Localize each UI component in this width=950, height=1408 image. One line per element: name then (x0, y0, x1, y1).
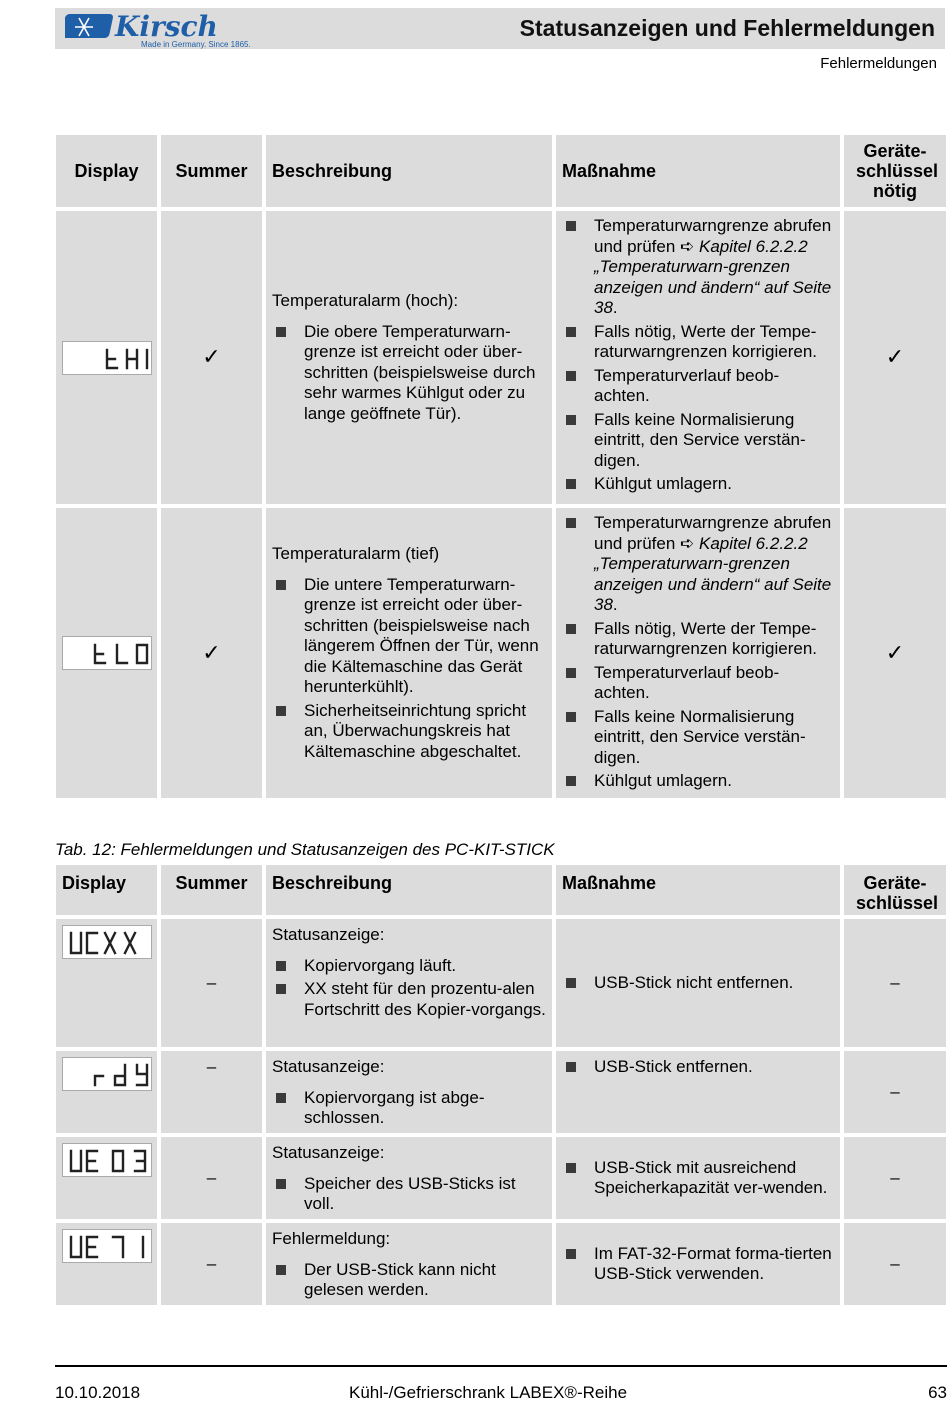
lcd-UE03-segments (63, 1144, 153, 1178)
description-cell (266, 1137, 552, 1219)
action-list (562, 1244, 834, 1285)
summer-cell: – (161, 919, 262, 1047)
table-header-row (56, 865, 946, 915)
footer-title: Kühl-/Gefrierschrank LABEX®-Reihe (349, 1383, 628, 1402)
page-number: 63 (928, 1383, 947, 1402)
list-item: Falls nötig, Werte der Tempe-raturwarngrenzen korrigieren. (562, 619, 834, 660)
table-header-row (56, 135, 946, 207)
list-item: Falls nötig, Werte der Tempe-raturwarngrenzen korrigieren. (562, 322, 834, 363)
action-cell (556, 919, 840, 1047)
lcd-tHI-segments (63, 342, 153, 376)
description-cell (266, 211, 552, 504)
footer-date: 10.10.2018 (55, 1383, 141, 1402)
lcd-display (62, 925, 152, 959)
description-intro: Statusanzeige: (272, 1143, 385, 1162)
action-list (562, 1158, 834, 1199)
key-header-text: Geräte-schlüssel (856, 873, 939, 913)
action-cell (556, 1051, 840, 1133)
table-row (56, 211, 946, 504)
lcd-display (62, 1057, 152, 1091)
list-item: Temperaturverlauf beob-achten. (562, 663, 834, 704)
header-bar (55, 8, 945, 49)
description-list (272, 956, 546, 1021)
page-title: Statusanzeigen und Fehlermeldungen (519, 15, 935, 41)
description-list (272, 1260, 546, 1301)
summer-cell: ✓ (161, 508, 262, 798)
alarm-table (52, 131, 950, 802)
list-item: Kühlgut umlagern. (562, 771, 834, 792)
list-item: Temperaturwarngrenze abrufen und prüfen ➪ Kapitel 6.2.2.2 „Temperaturwarn-grenzen anzeigen und ändern“ auf Seite 38. (562, 513, 834, 616)
list-item: XX steht für den prozentu-alen Fortschritt des Kopier-vorgangs. (272, 979, 546, 1020)
description-list (272, 322, 546, 425)
description-intro: Temperaturalarm (tief) (272, 544, 440, 563)
display-cell (56, 1223, 157, 1305)
list-item: Kühlgut umlagern. (562, 474, 834, 495)
logo-wordmark: Kirsch (115, 10, 218, 43)
description-intro: Statusanzeige: (272, 1057, 385, 1076)
list-item: USB-Stick mit ausreichend Speicherkapazität ver-wenden. (562, 1158, 834, 1199)
summer-cell: – (161, 1223, 262, 1305)
list-item: Sicherheitseinrichtung spricht an, Überwachungskreis hat Kältemaschine abgeschaltet. (272, 701, 546, 763)
table-row (56, 1223, 946, 1305)
list-item: Temperaturwarngrenze abrufen und prüfen ➪ Kapitel 6.2.2.2 „Temperaturwarn-grenzen anzeigen und ändern“ auf Seite 38. (562, 216, 834, 319)
description-cell (266, 1223, 552, 1305)
lcd-UE71-segments (63, 1230, 153, 1264)
pc-kit-stick-table (52, 861, 950, 1309)
key-cell: – (844, 1137, 946, 1219)
col-header-display: Display (56, 865, 157, 915)
display-cell (56, 919, 157, 1047)
display-cell (56, 211, 157, 504)
chapter-link[interactable]: ➪ Kapitel 6.2.2.2 „Temperaturwarn-grenzen anzeigen und ändern“ auf Seite 38 (594, 533, 832, 614)
display-cell (56, 1051, 157, 1133)
action-cell (556, 1137, 840, 1219)
lcd-UCXX-segments (63, 926, 153, 960)
footer-divider (55, 1365, 947, 1367)
description-cell (266, 508, 552, 798)
list-item: Temperaturverlauf beob-achten. (562, 366, 834, 407)
list-item: Falls keine Normalisierung eintritt, den Service verstän-digen. (562, 410, 834, 472)
action-cell (556, 211, 840, 504)
action-list (562, 1057, 834, 1078)
list-item: Der USB-Stick kann nicht gelesen werden. (272, 1260, 546, 1301)
col-header-beschreibung: Beschreibung (266, 865, 552, 915)
description-list (272, 575, 546, 763)
lcd-rdY-segments (63, 1058, 153, 1092)
key-cell: ✓ (844, 211, 946, 504)
col-header-summer: Summer (161, 135, 262, 207)
list-item: Falls keine Normalisierung eintritt, den Service verstän-digen. (562, 707, 834, 769)
key-cell: ✓ (844, 508, 946, 798)
description-cell (266, 919, 552, 1047)
list-item: USB-Stick entfernen. (562, 1057, 834, 1078)
list-item: USB-Stick nicht entfernen. (562, 973, 834, 994)
key-cell: – (844, 1051, 946, 1133)
chapter-link[interactable]: ➪ Kapitel 6.2.2.2 „Temperaturwarn-grenzen anzeigen und ändern“ auf Seite 38 (594, 236, 832, 317)
key-cell: – (844, 919, 946, 1047)
col-header-massnahme: Maßnahme (556, 135, 840, 207)
key-cell: – (844, 1223, 946, 1305)
col-header-massnahme: Maßnahme (556, 865, 840, 915)
action-list (562, 513, 834, 792)
list-item: Kopiervorgang ist abge-schlossen. (272, 1088, 546, 1129)
lcd-tLO-segments (63, 637, 153, 671)
table-row (56, 508, 946, 798)
lcd-display (62, 636, 152, 670)
col-header-beschreibung: Beschreibung (266, 135, 552, 207)
action-list (562, 973, 834, 994)
table-row (56, 1051, 946, 1133)
col-header-display: Display (56, 135, 157, 207)
list-item: Die untere Temperaturwarn-grenze ist erreicht oder über-schritten (beispielsweise nach längerem Öffnen der Tür, wenn die Kältemaschine das Gerät herunterkühlt). (272, 575, 546, 698)
list-item: Speicher des USB-Sticks ist voll. (272, 1174, 546, 1215)
summer-cell: ✓ (161, 211, 262, 504)
description-intro: Statusanzeige: (272, 925, 385, 944)
list-item: Kopiervorgang läuft. (272, 956, 546, 977)
description-list (272, 1174, 546, 1215)
section-subtitle: Fehlermeldungen (820, 55, 937, 72)
lcd-display (62, 1229, 152, 1263)
lcd-display (62, 341, 152, 375)
description-intro: Temperaturalarm (hoch): (272, 291, 459, 310)
action-cell (556, 508, 840, 798)
action-cell (556, 1223, 840, 1305)
description-cell (266, 1051, 552, 1133)
table-row (56, 1137, 946, 1219)
kirsch-logo (65, 8, 255, 49)
display-cell (56, 1137, 157, 1219)
key-header-text: Geräte-schlüssel nötig (856, 141, 939, 201)
table-caption: Tab. 12: Fehlermeldungen und Statusanzeigen des PC-KIT-STICK (55, 840, 555, 859)
list-item: Die obere Temperaturwarn-grenze ist erreicht oder über-schritten (beispielsweise durch sehr warmes Kühlgut oder zu lange geöffnete Tür). (272, 322, 546, 425)
col-header-key (844, 865, 946, 915)
description-list (272, 1088, 546, 1129)
description-intro: Fehlermeldung: (272, 1229, 391, 1248)
summer-cell: – (161, 1051, 262, 1133)
display-cell (56, 508, 157, 798)
logo-graphic (65, 8, 255, 49)
lcd-display (62, 1143, 152, 1177)
col-header-summer: Summer (161, 865, 262, 915)
list-item: Im FAT-32-Format forma-tierten USB-Stick verwenden. (562, 1244, 834, 1285)
table-row (56, 919, 946, 1047)
col-header-key (844, 135, 946, 207)
logo-tagline: Made in Germany. Since 1865. (141, 40, 251, 49)
summer-cell: – (161, 1137, 262, 1219)
action-list (562, 216, 834, 495)
